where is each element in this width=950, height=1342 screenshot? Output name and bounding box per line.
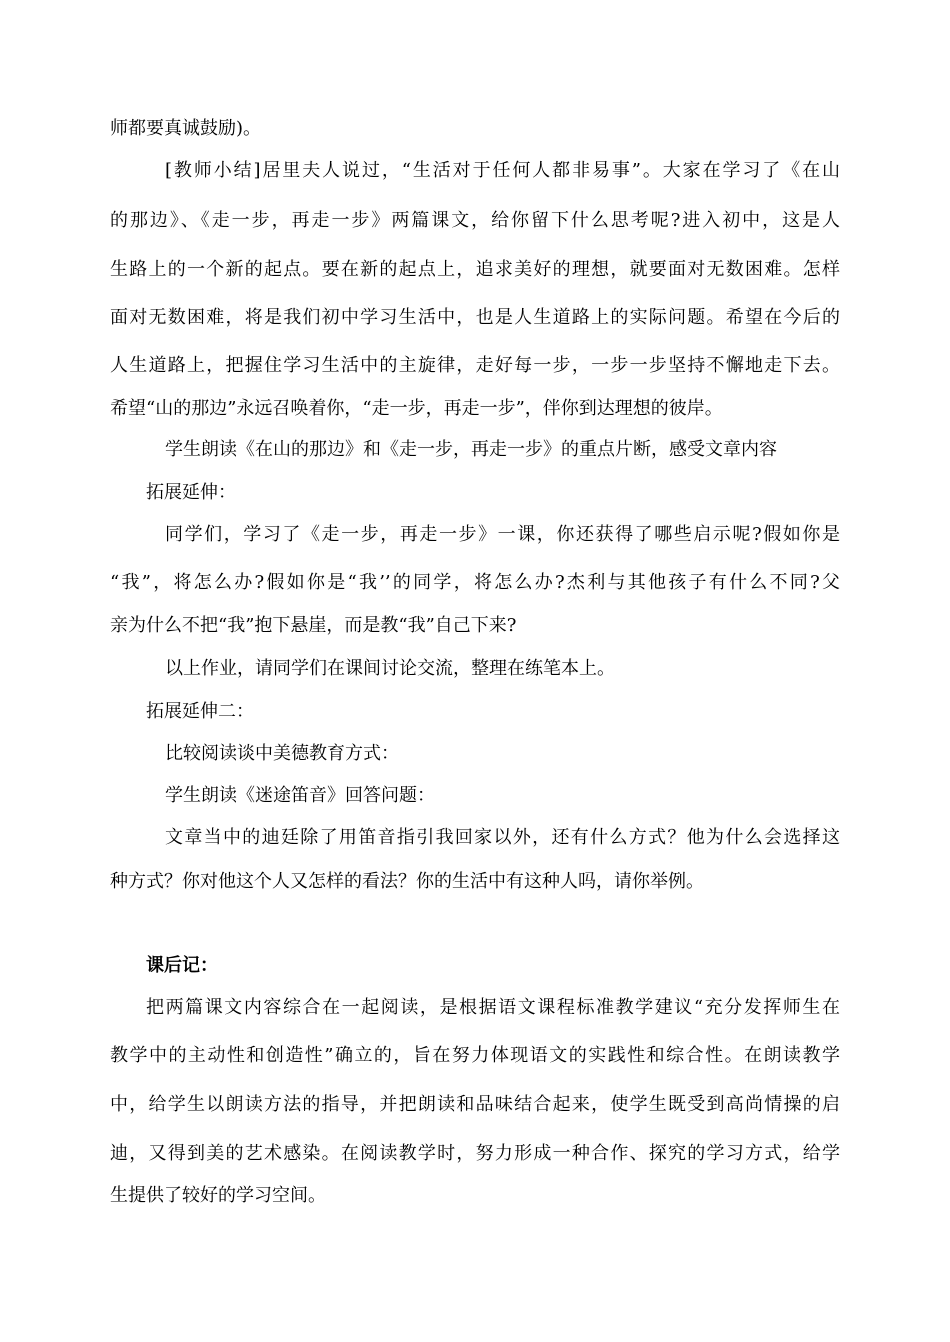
- text-line: 人生道路上，把握住学习生活中的主旋律，走好每一步，一步一步坚持不懈地走下去。: [110, 355, 840, 376]
- text-line: 教学中的主动性和创造性”确立的，旨在努力体现语文的实践性和综合性。在朗读教学: [110, 1045, 840, 1066]
- text-line: 的那边》、《走一步，再走一步》两篇课文，给你留下什么思考呢?进入初中，这是人: [110, 210, 840, 231]
- section-heading: 拓展延伸：: [146, 482, 236, 503]
- text-line: 中，给学生以朗读方法的指导，并把朗读和品味结合起来，使学生既受到高尚情操的启: [110, 1094, 840, 1115]
- text-line: 亲为什么不把“我”抱下悬崖，而是教“我”自己下来?: [110, 615, 517, 636]
- text-line: 比较阅读谈中美德教育方式：: [165, 743, 399, 764]
- text-line: 学生朗读《在山的那边》和《走一步，再走一步》的重点片断，感受文章内容: [165, 439, 777, 460]
- notes-heading: 课后记：: [146, 955, 218, 976]
- text-line: 种方式？你对他这个人又怎样的看法？你的生活中有这种人吗，请你举例。: [110, 871, 704, 892]
- text-line: 师都要真诚鼓励)。: [110, 118, 262, 139]
- text-line: 生提供了较好的学习空间。: [110, 1185, 326, 1206]
- text-line: 文章当中的迪廷除了用笛音指引我回家以外，还有什么方式？他为什么会选择这: [165, 827, 840, 848]
- text-line: 同学们，学习了《走一步，再走一步》一课，你还获得了哪些启示呢?假如你是: [165, 524, 840, 545]
- section-heading: 拓展延伸二：: [146, 701, 254, 722]
- text-line: “我”，将怎么办?假如你是“我’’的同学，将怎么办?杰利与其他孩子有什么不同?父: [110, 572, 840, 593]
- text-line: 生路上的一个新的起点。要在新的起点上，追求美好的理想，就要面对无数困难。怎样: [110, 259, 840, 280]
- text-line: 面对无数困难，将是我们初中学习生活中，也是人生道路上的实际问题。希望在今后的: [110, 307, 840, 328]
- text-line: 希望“山的那边”永远召唤着你，“走一步，再走一步”，伴你到达理想的彼岸。: [110, 398, 723, 419]
- text-line: 迪，又得到美的艺术感染。在阅读教学时，努力形成一种合作、探究的学习方式，给学: [110, 1143, 840, 1164]
- text-line: 把两篇课文内容综合在一起阅读，是根据语文课程标准教学建议“充分发挥师生在: [146, 997, 840, 1018]
- text-line: [教师小结]居里夫人说过，“生活对于任何人都非易事”。大家在学习了《在山: [165, 160, 840, 181]
- text-line: 学生朗读《迷途笛音》回答问题：: [165, 785, 435, 806]
- text-line: 以上作业，请同学们在课间讨论交流，整理在练笔本上。: [165, 658, 615, 679]
